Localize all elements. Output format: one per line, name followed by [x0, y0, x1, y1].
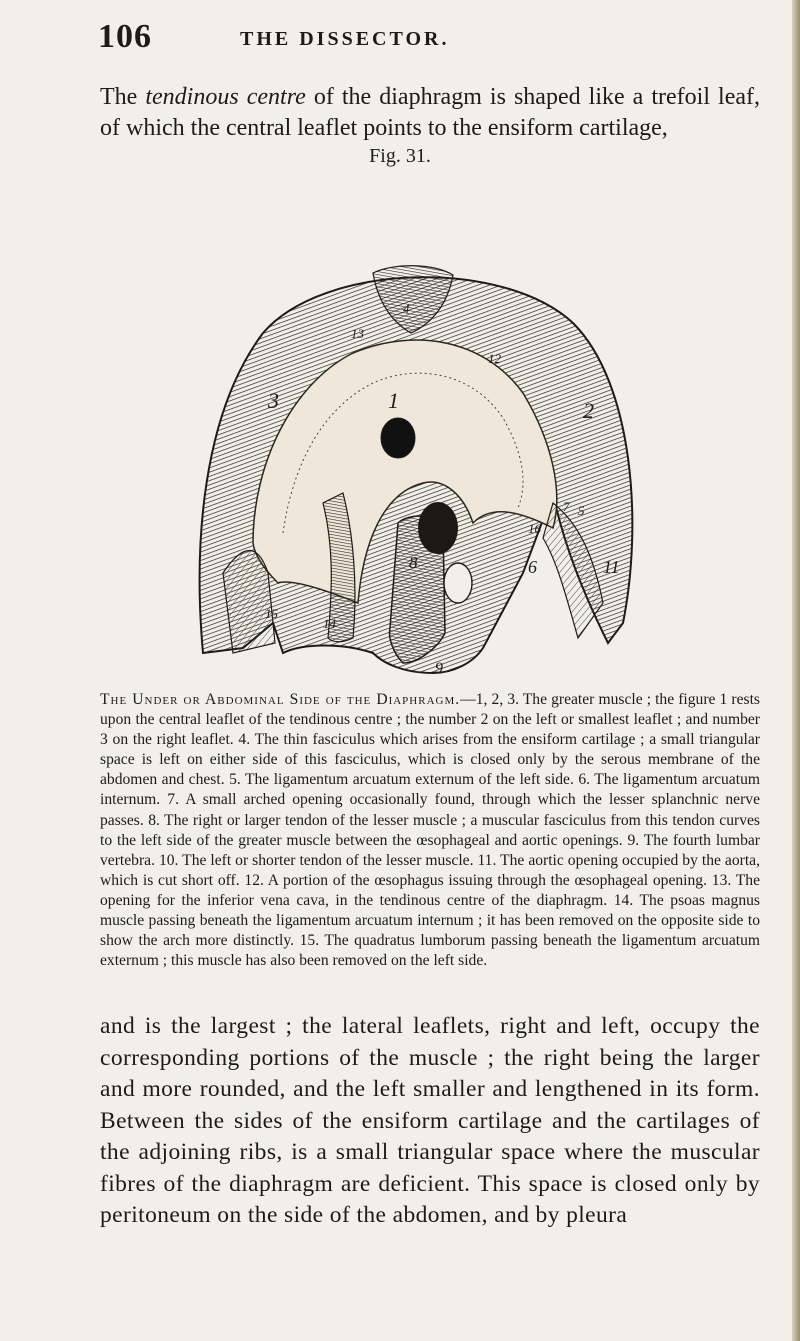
figure-number-5: 5 — [578, 503, 585, 518]
figure-number-8: 8 — [409, 553, 418, 572]
figure-number-14: 14 — [323, 616, 336, 631]
paragraph-bottom: and is the largest ; the lateral leaflets, right and left, occupy the corresponding portions of the muscle ; the right being the larger and more rounded, and the left smaller and lengthened in its form. Between the sides of the ensiform cartilage and the cartilages of the adjoining ribs, is a small triangular space where the muscular fibres of the diaphragm are deficient. This space is closed only by peritoneum on the side of the abdomen, and by pleura — [100, 1013, 760, 1228]
figure-number-12: 12 — [488, 351, 501, 366]
page-edge — [792, 0, 800, 1341]
running-head: THE DISSECTOR. — [240, 28, 450, 50]
figure-label: Fig. 31. — [369, 145, 431, 167]
figure-number-4: 4 — [403, 301, 410, 316]
paragraph-top-rest: of the diaphragm is shaped like a trefoil leaf, of which the central leaflet points to the ensiform cartilage, — [100, 84, 761, 141]
diaphragm-engraving — [183, 243, 643, 683]
caption-text: —1, 2, 3. The greater muscle ; the figure 1 rests upon the central leaflet of the tendinous centre ; the number 2 on the left or smallest leaflet ; and number 3 on the right leaflet. 4. The thin fasciculus which arises from the ensiform cartilage ; a small triangular space is left on either side of this fasciculus, which is closed only by the serous membrane of the abdomen and chest. 5. The ligamentum arcuatum externum of the left side. 6. The ligamentum arcuatum internum. 7. A small arched opening occasionally found, through which the lesser splanchnic nerve passes. 8. The right or larger tendon of the lesser muscle ; a muscular fasciculus from this tendon curves to the left side of the greater muscle between the œsophageal and aortic openings. 9. The fourth lumbar vertebra. 10. The left or shorter tendon of the lesser muscle. 11. The aortic opening occupied by the aorta, which is cut short off. 12. A portion of the œsophagus issuing through the œsophageal opening. 13. The opening for the inferior vena cava, in the tendinous centre of the diaphragm. 14. The psoas magnus muscle passing beneath the ligamentum arcuatum internum ; it has been removed on the opposite side to show the arch more distinctly. 15. The quadratus lumborum passing beneath the ligamentum arcuatum externum ; this muscle has also been removed on the left side. — [100, 691, 760, 970]
figure-number-7: 7 — [563, 499, 570, 514]
paragraph-top-italic: tendinous centre — [145, 84, 306, 110]
figure-number-16: 16 — [528, 521, 541, 536]
figure-number-6: 6 — [528, 557, 537, 577]
figure-number-1: 1 — [388, 388, 399, 413]
diaphragm-illustration — [183, 243, 643, 683]
figure-number-13: 13 — [351, 326, 364, 341]
caption-title: The Under or Abdominal Side of the Diaphragm. — [100, 691, 461, 708]
figure-number-2: 2 — [583, 398, 594, 423]
figure-number-11: 11 — [603, 557, 620, 577]
paragraph-top-lead: The — [100, 84, 146, 110]
paragraph-top — [100, 82, 760, 144]
figure-caption — [100, 690, 760, 971]
figure-number-3: 3 — [268, 388, 279, 413]
page-number: 106 — [98, 18, 152, 55]
figure-number-9: 9 — [435, 660, 443, 677]
page-header — [0, 18, 800, 68]
figure-number-15: 15 — [265, 606, 278, 621]
